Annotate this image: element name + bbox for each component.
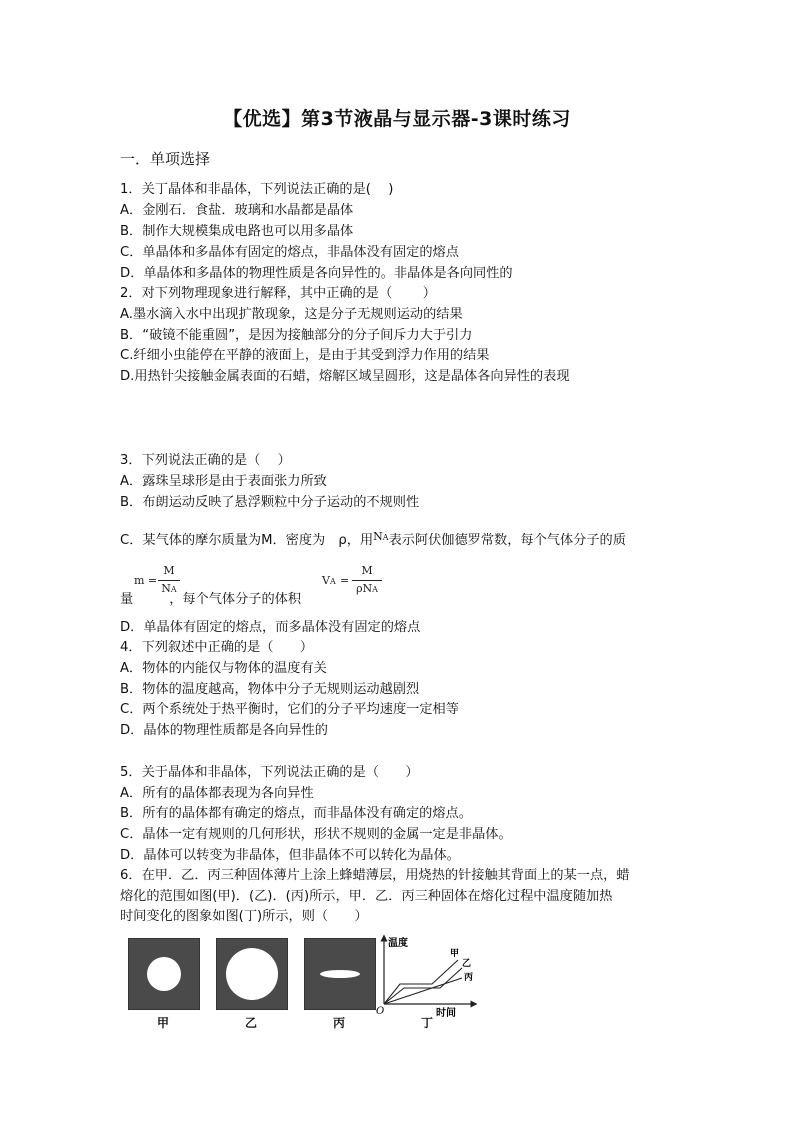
question-1-option-c: C．单晶体和多晶体有固定的熔点，非晶体没有固定的熔点: [120, 245, 459, 260]
figure-yi-melt-region: [217, 939, 287, 1009]
figure-label-yi: 乙: [244, 1016, 257, 1030]
question-6-line-1: 6．在甲．乙．丙三种固体薄片上涂上蜂蜡薄层，用烧热的针接触其背面上的某一点，蜡: [120, 868, 630, 883]
graph-xlabel: 时间: [436, 1008, 456, 1019]
section-heading: 一．单项选择: [120, 150, 211, 168]
question-2-option-b: B．“破镜不能重圆”，是因为接触部分的分子间斥力大于引力: [120, 328, 473, 343]
question-6-line-2: 熔化的范围如图(甲)．(乙)．(丙)所示，甲．乙．丙三种固体在熔化过程中温度随加热: [120, 889, 613, 904]
question-6-line-3: 时间变化的图象如图(丁)所示，则（ ）: [120, 909, 368, 924]
graph-curve-label-jia: 甲: [450, 949, 460, 959]
question-1-option-b: B．制作大规模集成电路也可以用多晶体: [120, 224, 354, 239]
question-3-option-b: B．布朗运动反映了悬浮颗粒中分子运动的不规则性: [120, 495, 420, 510]
question-4-option-a: A．物体的内能仅与物体的温度有关: [120, 661, 327, 676]
question-5-option-b: B．所有的晶体都有确定的熔点，而非晶体没有确定的熔点。: [120, 806, 472, 821]
question-1-option-d: D．单晶体和多晶体的物理性质是各向异性的。非晶体是各向同性的: [120, 266, 513, 281]
question-2-option-c: C.纤细小虫能停在平静的液面上，是由于其受到浮力作用的结果: [120, 348, 490, 363]
figure-yi-plate: [216, 938, 288, 1010]
question-3-option-a: A．露珠呈球形是由于表面张力所致: [120, 474, 327, 489]
figure-bing-melt-region: [305, 939, 375, 1009]
graph-ylabel: 温度: [388, 938, 408, 949]
figure-label-jia: 甲: [156, 1016, 169, 1030]
question-3-option-c-text-2: 表示阿伏伽德罗常数，每个气体分子的质: [388, 533, 626, 548]
question-4-option-d: D．晶体的物理性质都是各向异性的: [120, 723, 328, 738]
question-5-option-a: A．所有的晶体都表现为各向异性: [120, 786, 314, 801]
figure-jia-plate: [128, 938, 200, 1010]
graph-origin: O: [376, 1006, 385, 1017]
figure-label-bing: 丙: [332, 1016, 345, 1030]
figure-bing-plate: [304, 938, 376, 1010]
avogadro-symbol: NA: [373, 530, 389, 543]
question-2-stem: 2．对下列物理现象进行解释，其中正确的是（ ）: [120, 286, 436, 301]
question-3-option-c-text-1: C．某气体的摩尔质量为M．密度为 ρ，用: [120, 533, 374, 548]
question-5-option-c: C．晶体一定有规则的几何形状，形状不规则的金属一定是非晶体。: [120, 827, 512, 842]
graph-curve-bing: [384, 978, 462, 1004]
question-4-option-c: C．两个系统处于热平衡时，它们的分子平均速度一定相等: [120, 702, 459, 717]
graph-curve-label-yi: 乙: [462, 959, 472, 969]
formula-volume: VA = M ρNA: [322, 564, 384, 600]
question-3-stem: 3．下列说法正确的是（ ）: [120, 453, 291, 468]
question-3-option-d: D．单晶体有固定的熔点，而多晶体没有固定的熔点: [120, 620, 421, 635]
question-3-option-c: [120, 527, 626, 551]
question-2-option-a: A.墨水滴入水中出现扩散现象，这是分子无规则运动的结果: [120, 307, 463, 322]
question-5-option-d: D．晶体可以转变为非晶体，但非晶体不可以转化为晶体。: [120, 848, 460, 863]
question-2-option-d: D.用热针尖接触金属表面的石蜡，熔解区域呈圆形，这是晶体各向异性的表现: [120, 369, 570, 384]
question-1-stem: 1．关丁晶体和非晶体，下列说法正确的是( ): [120, 182, 394, 197]
graph-curve-label-bing: 丙: [464, 973, 474, 983]
question-4-stem: 4．下列叙述中正确的是（ ）: [120, 640, 314, 655]
formula-mass: m = M NA: [134, 564, 182, 600]
page-title: 【优选】第3节液晶与显示器-3课时练习: [223, 108, 571, 130]
question-5-stem: 5．关于晶体和非晶体，下列说法正确的是（ ）: [120, 765, 419, 780]
figure-jia-melt-region: [129, 939, 199, 1009]
question-1-option-a: A．金刚石．食盐．玻璃和水晶都是晶体: [120, 203, 354, 218]
figure-ding-graph: [376, 932, 478, 1019]
question-3-option-c-line-2: 量 ，每个气体分子的体积: [120, 592, 302, 607]
graph-curve-yi: [384, 968, 462, 1004]
figure-label-ding: 丁: [420, 1016, 433, 1030]
question-4-option-b: B．物体的温度越高，物体中分子无规则运动越剧烈: [120, 682, 420, 697]
